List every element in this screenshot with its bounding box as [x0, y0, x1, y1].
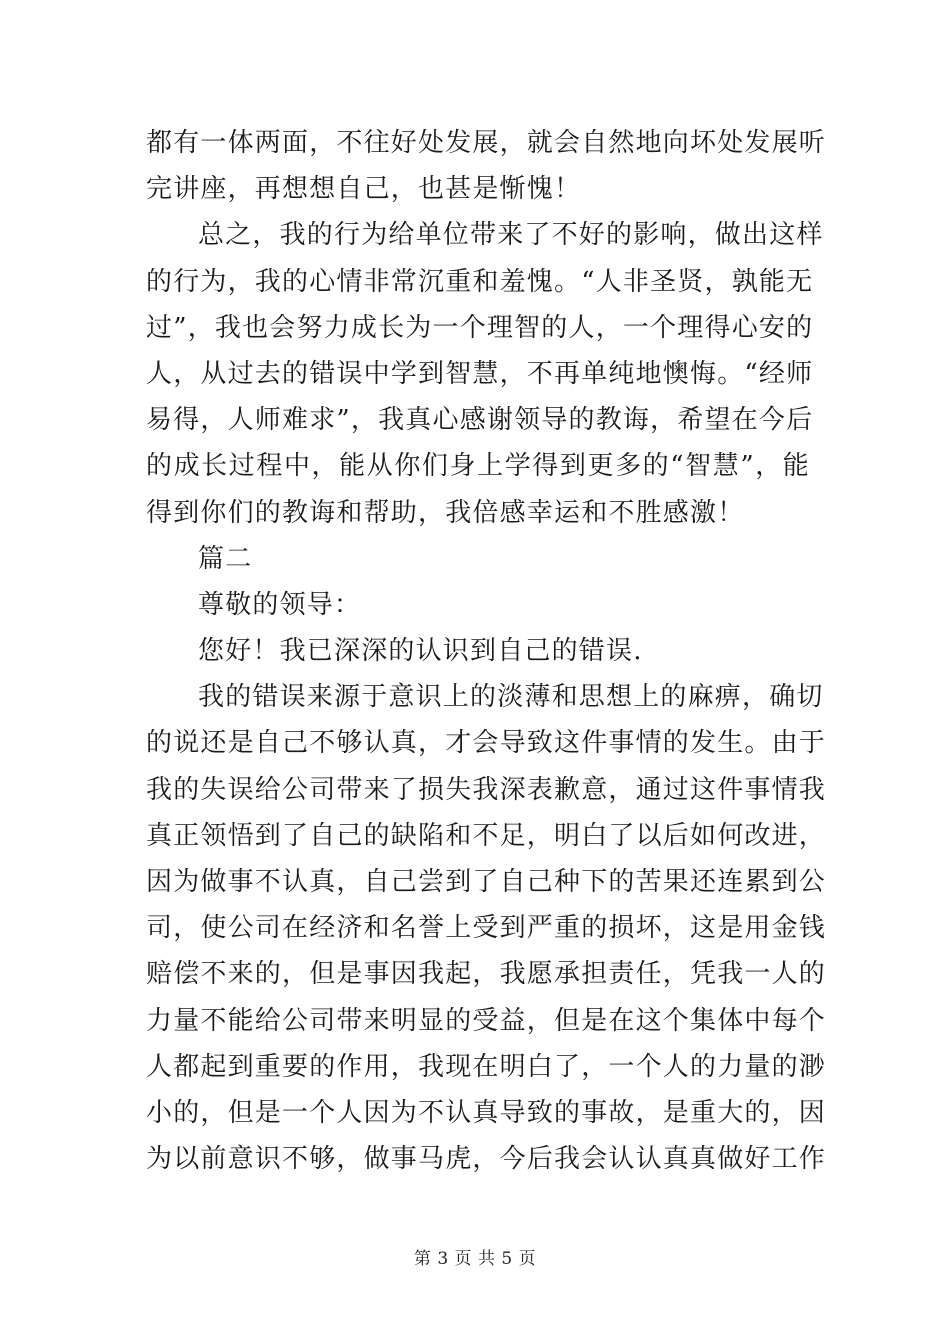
text-line: 赔偿不来的，但是事因我起，我愿承担责任，凭我一人的	[146, 959, 827, 990]
text-line: 力量不能给公司带来明显的受益，但是在这个集体中每个	[146, 1005, 827, 1036]
text-line: 小的，但是一个人因为不认真导致的事故，是重大的，因	[146, 1097, 827, 1128]
document-body	[146, 120, 827, 1182]
text-line: 都有一体两面，不往好处发展，就会自然地向坏处发展听	[146, 128, 827, 158]
text-line: 司，使公司在经济和名誉上受到严重的损坏，这是用金钱	[146, 913, 827, 944]
text-line: 易得，人师难求”，我真心感谢领导的教诲，希望在今后	[146, 405, 814, 436]
text-line: 您好！我已深深的认识到自己的错误.	[198, 636, 643, 667]
text-line: 人都起到重要的作用，我现在明白了，一个人的力量的渺	[146, 1051, 827, 1082]
text-line: 人，从过去的错误中学到智慧，不再单纯地懊悔。“经师	[146, 358, 814, 389]
salutation: 尊敬的领导：	[198, 589, 362, 620]
text-line: 完讲座，再想想自己，也甚是惭愧！	[146, 174, 582, 205]
page-number-footer: 第 3 页 共 5 页	[413, 1249, 537, 1269]
text-line: 真正领悟到了自己的缺陷和不足，明白了以后如何改进，	[146, 820, 827, 851]
text-line: 得到你们的教诲和帮助，我倍感幸运和不胜感激！	[146, 497, 745, 528]
text-line: 为以前意识不够，做事马虎，今后我会认认真真做好工作	[146, 1144, 827, 1175]
section-heading: 篇二	[198, 543, 253, 574]
text-line: 的成长过程中，能从你们身上学得到更多的“智慧”，能	[146, 451, 810, 482]
text-line: 我的错误来源于意识上的淡薄和思想上的麻痹，确切	[198, 682, 824, 713]
text-line: 的行为，我的心情非常沉重和羞愧。“人非圣贤，孰能无	[146, 266, 814, 297]
text-line: 因为做事不认真，自己尝到了自己种下的苦果还连累到公	[146, 867, 827, 897]
text-line: 总之，我的行为给单位带来了不好的影响，做出这样	[198, 220, 824, 251]
text-line: 过”，我也会努力成长为一个理智的人，一个理得心安的	[146, 312, 814, 343]
text-line: 我的失误给公司带来了损失我深表歉意，通过这件事情我	[146, 774, 827, 805]
text-line: 的说还是自己不够认真，才会导致这件事情的发生。由于	[146, 728, 827, 759]
